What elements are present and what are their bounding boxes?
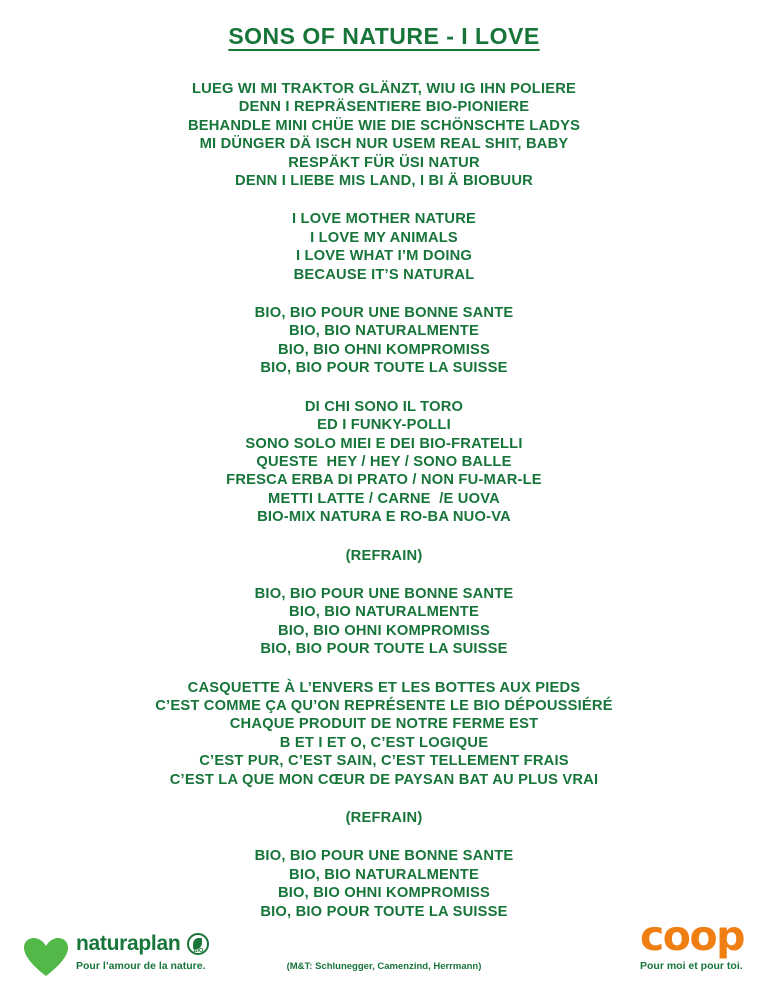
lyric-line: BIO, BIO POUR UNE BONNE SANTE — [254, 585, 514, 602]
lyric-line: I LOVE WHAT I’M DOING — [295, 248, 473, 265]
lyric-line: CHAQUE PRODUIT DE NOTRE FERME EST — [229, 716, 539, 733]
lyric-line: I LOVE MY ANIMALS — [310, 229, 458, 246]
lyric-line: B ET I ET O, C’EST LOGIQUE — [279, 734, 489, 751]
lyric-line: C’EST COMME ÇA QU’ON REPRÉSENTE LE BIO DÉPOUSSIÉRÉ — [155, 697, 613, 714]
lyric-line: BIO, BIO POUR UNE BONNE SANTE — [254, 848, 514, 865]
lyric-line: BIO, BIO POUR TOUTE LA SUISSE — [260, 360, 508, 377]
stanza-verse-2 — [0, 398, 768, 527]
lyric-line: BIO, BIO NATURALMENTE — [289, 604, 479, 621]
lyric-line: BIO, BIO POUR UNE BONNE SANTE — [254, 305, 514, 322]
stanza-refrain-1 — [0, 547, 768, 565]
lyric-line: SONO SOLO MIEI E DEI BIO-FRATELLI — [245, 435, 523, 452]
lyric-line: BIO, BIO POUR TOUTE LA SUISSE — [260, 641, 508, 658]
lyric-line: BEHANDLE MINI CHÜE WIE DIE SCHÖNSCHTE LADYS — [187, 117, 581, 134]
lyric-line: LUEG WI MI TRAKTOR GLÄNZT, WIU IG IHN POLIERE — [191, 81, 577, 97]
lyric-line: BIO, BIO OHNI KOMPROMISS — [277, 341, 491, 358]
naturaplan-wordmark: naturaplan — [76, 932, 181, 955]
stanza-verse-1 — [0, 80, 768, 190]
lyric-line: C’EST PUR, C’EST SAIN, C’EST TELLEMENT FRAIS — [199, 753, 569, 770]
lyric-line: DENN I REPRÄSENTIERE BIO-PIONIERE — [238, 99, 530, 116]
naturaplan-wordmark-row — [76, 932, 209, 956]
bio-badge-icon — [187, 933, 209, 955]
coop-wordmark: coop — [640, 912, 744, 960]
lyric-line: FRESCA ERBA DI PRATO / NON FU-MAR-LE — [226, 472, 542, 489]
lyric-line: BECAUSE IT’S NATURAL — [293, 266, 475, 283]
lyric-line: RESPÄKT FÜR ÜSI NATUR — [288, 154, 480, 171]
lyric-line: BIO, BIO POUR TOUTE LA SUISSE — [260, 903, 508, 920]
stanza-refrain-2 — [0, 809, 768, 827]
lyric-line: BIO, BIO OHNI KOMPROMISS — [277, 622, 491, 639]
lyric-line: I LOVE MOTHER NATURE — [291, 211, 477, 228]
lyric-line: METTI LATTE / CARNE /E UOVA — [268, 490, 500, 507]
lyric-line: DI CHI SONO IL TORO — [304, 398, 464, 415]
lyrics-body — [0, 80, 768, 921]
stanza-verse-3 — [0, 679, 768, 789]
lyric-line: QUESTE HEY / HEY / SONO BALLE — [256, 453, 512, 470]
lyric-line: BIO, BIO NATURALMENTE — [289, 323, 479, 340]
lyric-line: CASQUETTE À L’ENVERS ET LES BOTTES AUX PIEDS — [187, 679, 581, 696]
coop-tagline: Pour moi et pour toi. — [640, 960, 743, 972]
coop-logo — [640, 912, 744, 972]
lyric-line: ED I FUNKY-POLLI — [317, 417, 451, 434]
lyric-line: BIO, BIO OHNI KOMPROMISS — [277, 885, 491, 902]
stanza-chorus-hook — [0, 210, 768, 284]
lyric-line: DENN I LIEBE MIS LAND, I BI Ä BIOBUUR — [235, 173, 533, 190]
page-footer — [0, 899, 768, 994]
stanza-chorus-1 — [0, 304, 768, 378]
credit-line: (M&T: Schlunegger, Camenzind, Herrmann) — [286, 961, 482, 972]
bio-badge-label: BIO — [193, 948, 204, 954]
refrain-marker: (REFRAIN) — [345, 547, 423, 564]
naturaplan-tagline: Pour l’amour de la nature. — [76, 960, 206, 972]
lyric-line: MI DÜNGER DÄ ISCH NUR USEM REAL SHIT, BABY — [199, 136, 569, 153]
lyric-line: BIO-MIX NATURA E RO-BA NUO-VA — [257, 509, 511, 526]
refrain-marker: (REFRAIN) — [345, 810, 423, 826]
lyric-line: BIO, BIO NATURALMENTE — [289, 866, 479, 883]
page-title: SONS OF NATURE - I LOVE — [228, 23, 540, 49]
stanza-chorus-2 — [0, 585, 768, 659]
lyric-line: C’EST LA QUE MON CŒUR DE PAYSAN BAT AU PLUS VRAI — [169, 771, 599, 788]
